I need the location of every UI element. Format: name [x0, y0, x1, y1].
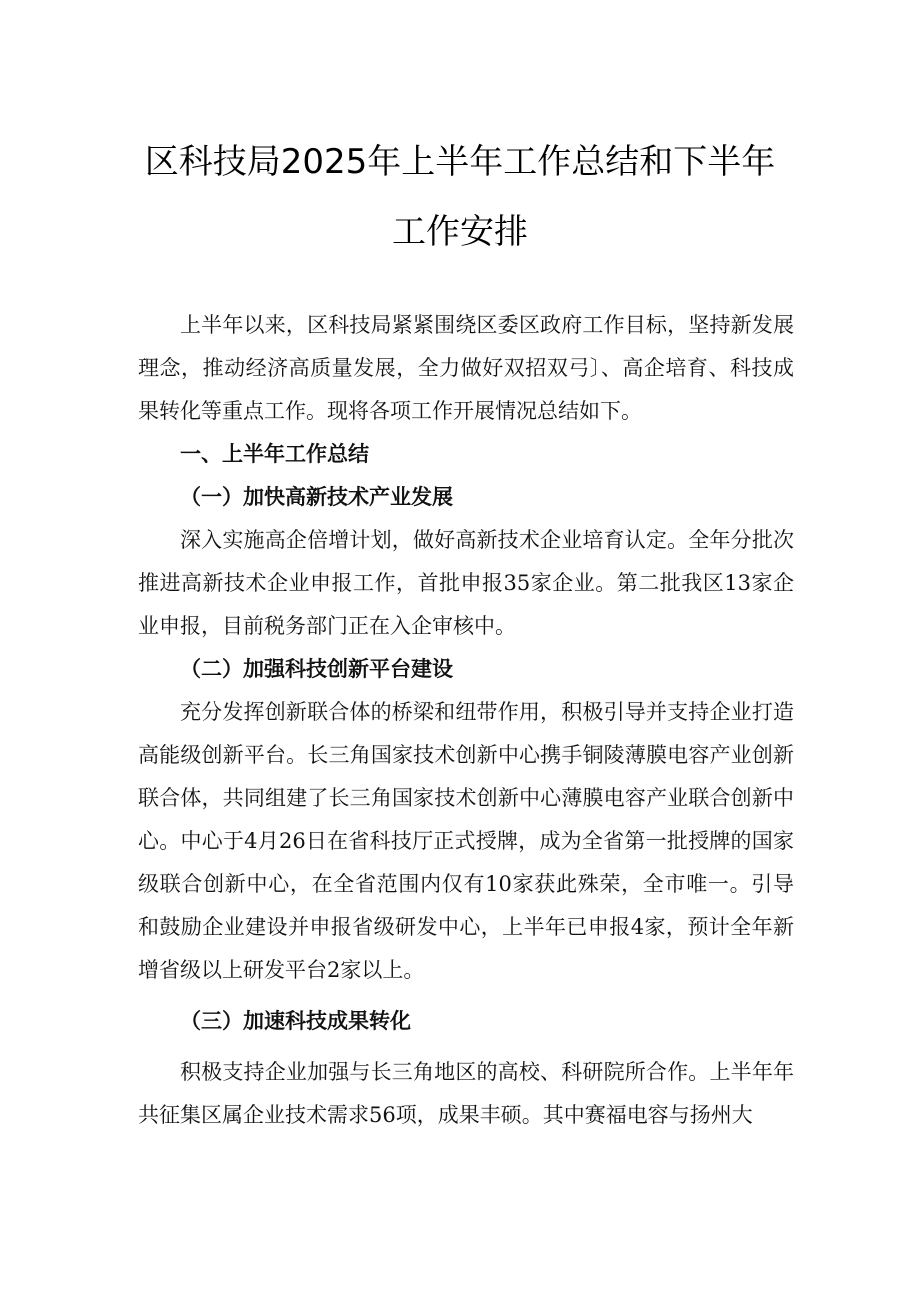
- subsection-paragraph-2: 充分发挥创新联合体的桥梁和纽带作用，积极引导并支持企业打造高能级创新平台。长三角国家技术创新中心携手铜陵薄膜电容产业创新联合体，共同组建了长三角国家技术创新中心薄膜电容产业联合创新中心。中心于4月26日在省科技厅正式授牌，成为全省第一批授牌的国家级联合创新中心，在全省范围内仅有10家获此殊荣，全市唯一。引导和鼓励企业建设并申报省级研发中心，上半年已申报4家，预计全年新增省级以上研发平台2家以上。: [138, 700, 794, 982]
- document-title-line-2: 工作安排: [392, 212, 528, 252]
- document-body: [138, 304, 794, 1137]
- subsection-paragraph-3: 积极支持企业加强与长三角地区的高校、科研院所合作。上半年年共征集区属企业技术需求56项，成果丰硕。其中赛福电容与扬州大: [138, 1060, 794, 1127]
- intro-paragraph: 上半年以来，区科技局紧紧围绕区委区政府工作目标，坚持新发展理念，推动经济高质量发展，全力做好双招双弓〕、高企培育、科技成果转化等重点工作。现将各项工作开展情况总结如下。: [138, 313, 794, 423]
- subsection-heading-1: （一）加快高新技术产业发展: [180, 485, 453, 509]
- subsection-heading-3: （三）加速科技成果转化: [180, 1009, 411, 1033]
- section-heading-1: 一、上半年工作总结: [180, 442, 369, 466]
- subsection-paragraph-1: 深入实施高企倍增计划，做好高新技术企业培育认定。全年分批次推进高新技术企业申报工作，首批申报35家企业。第二批我区13家企业申报，目前税务部门正在入企审核中。: [138, 528, 794, 638]
- subsection-heading-2: （二）加强科技创新平台建设: [180, 657, 453, 681]
- document-title-line-1: 区科技局2025年上半年工作总结和下半年: [144, 142, 776, 182]
